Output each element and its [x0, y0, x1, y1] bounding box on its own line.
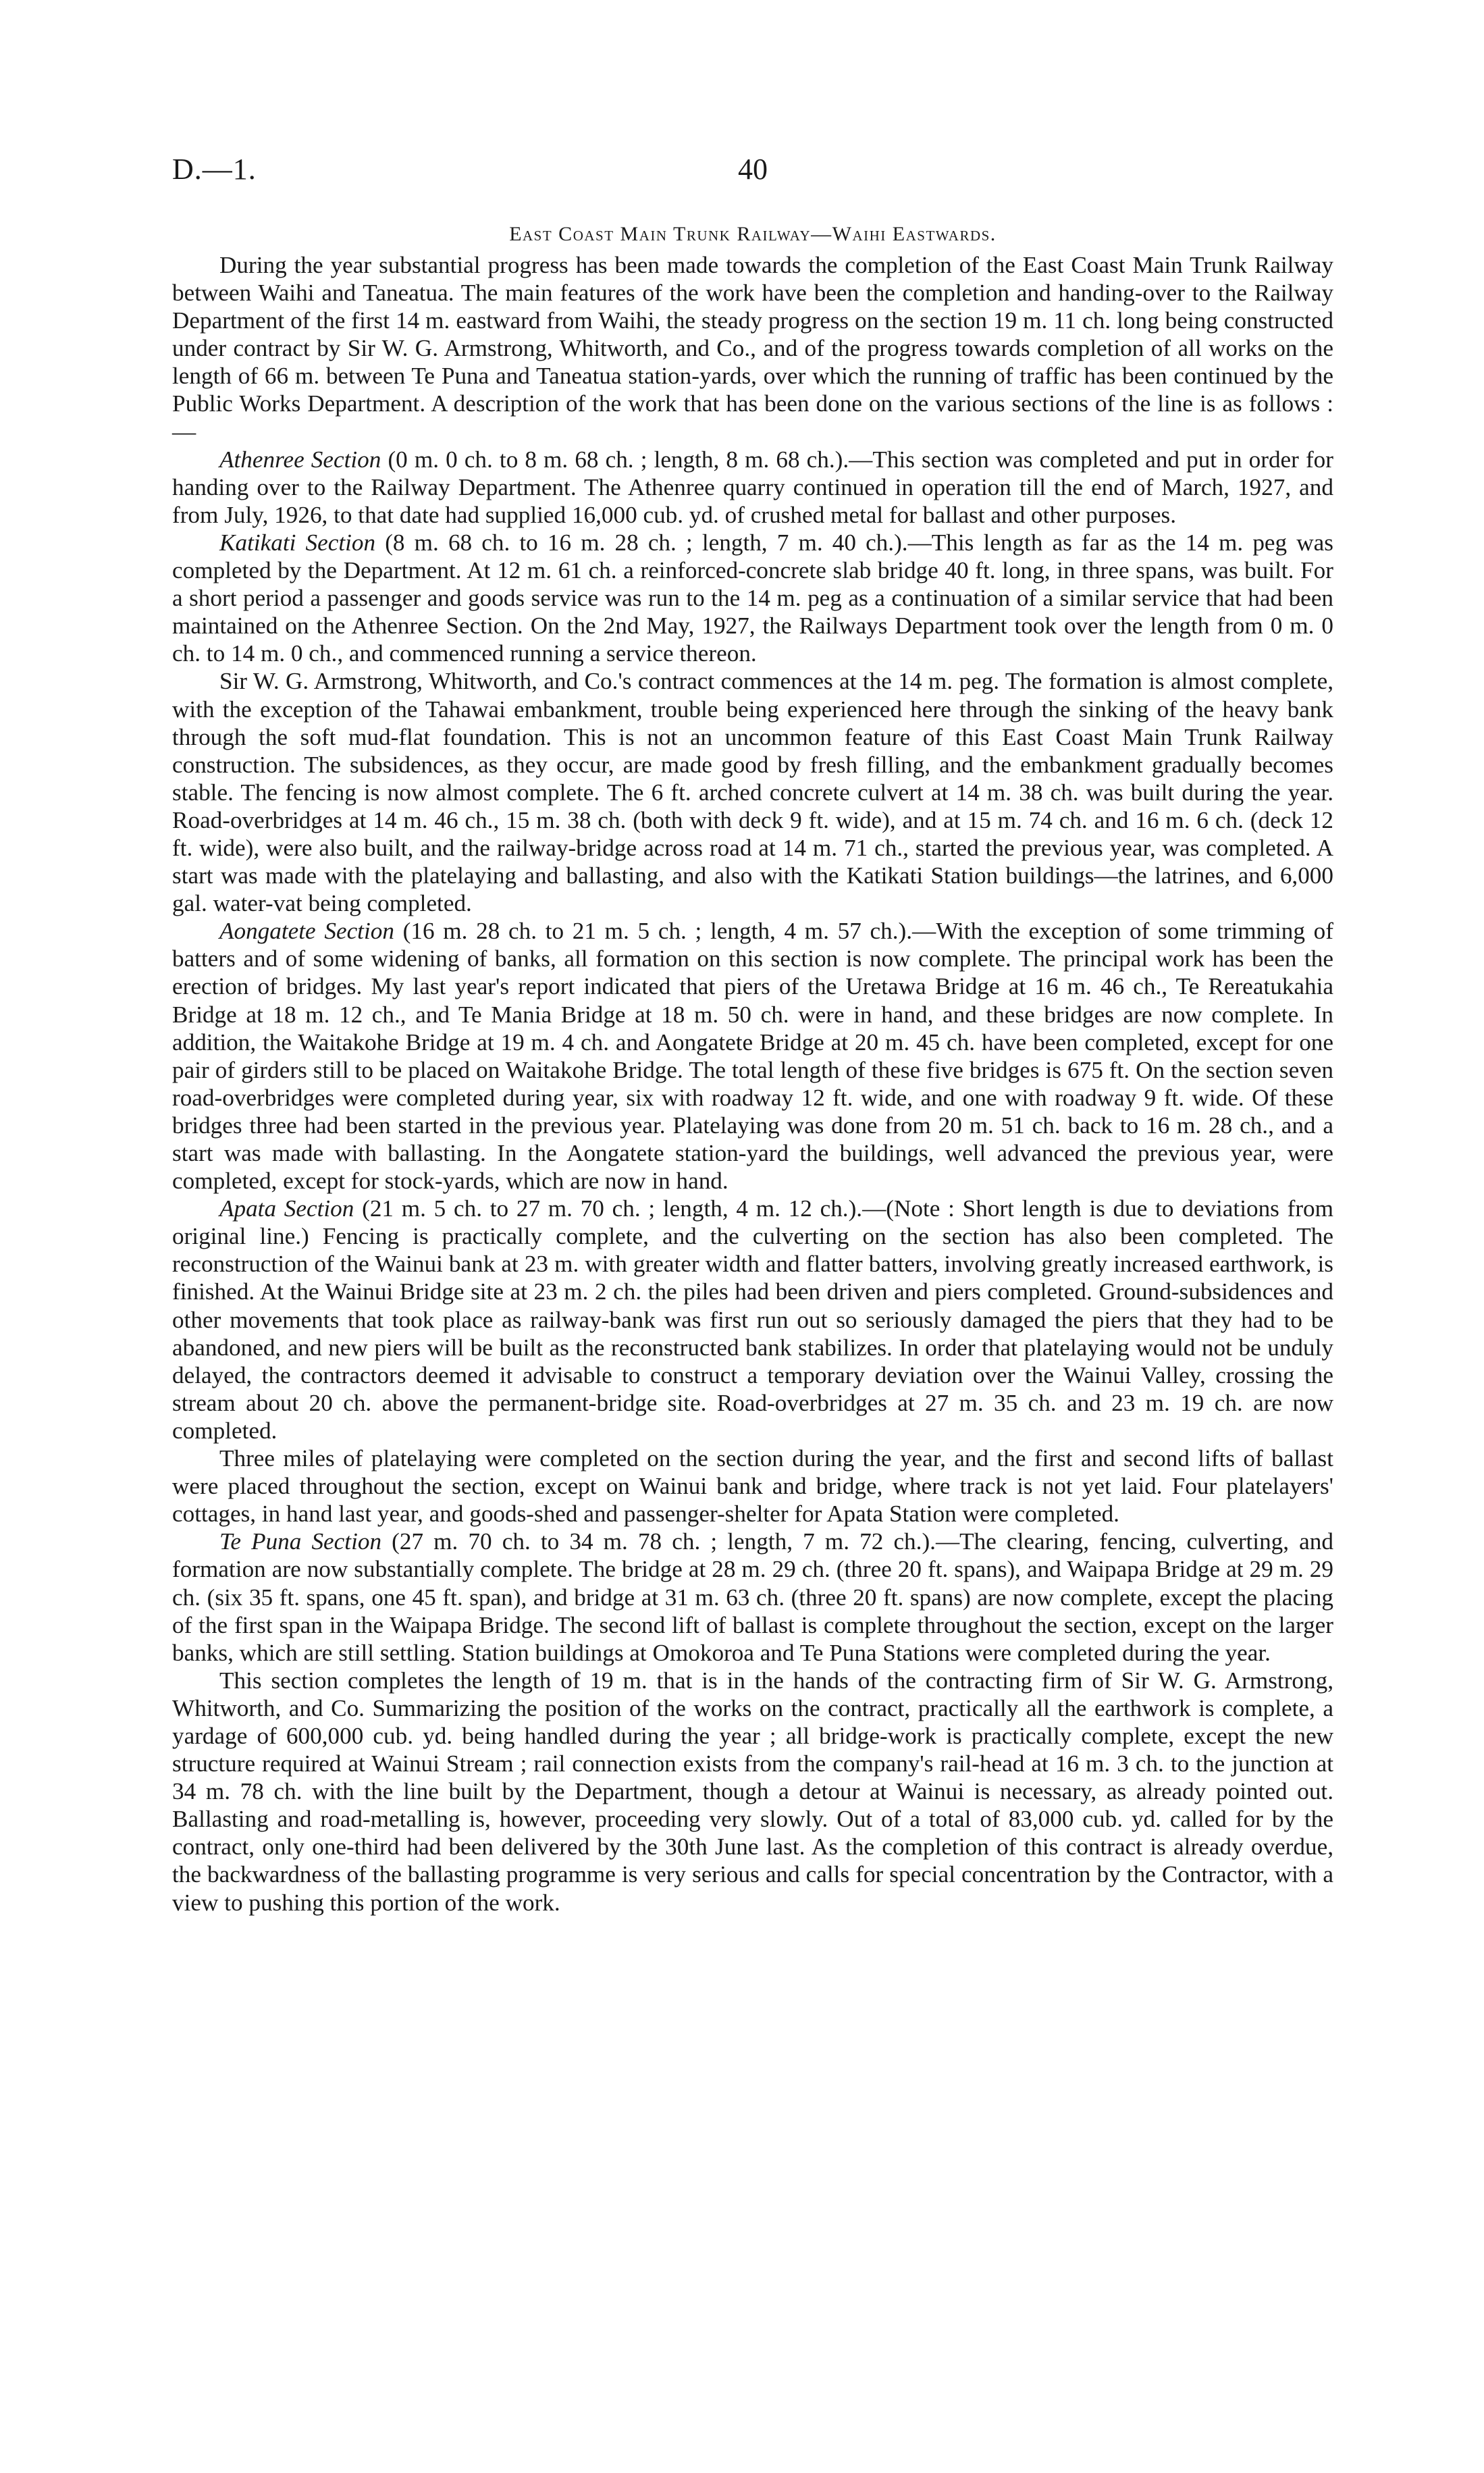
paragraph-text: (27 m. 70 ch. to 34 m. 78 ch. ; length, 7 m. 72 ch.).—The clearing, fencing, culverting, and formation are now substantially complete. The bridge at 28 m. 29 ch. (three 20 ft. spans), and Waipapa Bridge at 29 m. 29 ch. (six 35 ft. spans, one 45 ft. span), and bridge at 31 m. 63 ch. (three 20 ft. spans) are now complete, except the placing of the first span in the Waipapa Bridge. The second lift of ballast is complete throughout the section, except on the larger banks, which are still settling. Station buildings at Omokoroa and Te Puna Stations were completed during the year.: [172, 1528, 1333, 1666]
paragraph-contract-summary: [172, 1667, 1333, 1917]
section-heading: Katikati Section: [219, 529, 376, 556]
paragraph-text: (8 m. 68 ch. to 16 m. 28 ch. ; length, 7 m. 40 ch.).—This length as far as the 14 m. peg was completed by the Department. At 12 m. 61 ch. a reinforced-concrete slab bridge 40 ft. long, in three spans, was built. For a short period a passenger and goods service was run to the 14 m. peg as a continuation of a similar service that had been maintained on the Athenree Section. On the 2nd May, 1927, the Railways Department took over the length from 0 m. 0 ch. to 14 m. 0 ch., and commenced running a service thereon.: [172, 529, 1333, 667]
document-code: D.—1.: [172, 153, 257, 186]
paragraph-text: This section completes the length of 19 m. that is in the hands of the contracting firm of Sir W. G. Armstrong, Whitworth, and Co. Summarizing the position of the works on the contract, practically all the earthwork is complete, a yardage of 600,000 cub. yd. being handled during the year ; all bridge-work is practically complete, except the new structure required at Wainui Stream ; rail connection exists from the company's rail-head at 16 m. 3 ch. to the junction at 34 m. 78 ch. with the line built by the Department, though a detour at Wainui is necessary, as already pointed out. Ballasting and road-metalling is, however, proceeding very slowly. Out of a total of 83,000 cub. yd. called for by the contract, only one-third had been delivered by the 30th June last. As the completion of this contract is already overdue, the backwardness of the ballasting programme is very serious and calls for special concentration by the Contractor, with a view to pushing this portion of the work.: [172, 1667, 1333, 1916]
paragraph-text: (21 m. 5 ch. to 27 m. 70 ch. ; length, 4 m. 12 ch.).—(Note : Short length is due to deviations from original line.) Fencing is practically complete, and the culverting on the section has also been completed. The reconstruction of the Wainui bank at 23 m. with greater width and flatter batters, involving greatly increased earthwork, is finished. At the Wainui Bridge site at 23 m. 2 ch. the piles had been driven and piers completed. Ground-subsidences and other movements that took place as railway-bank was first run out so seriously damaged the piers that they had to be abandoned, and new piers will be built as the reconstructed bank stabilizes. In order that platelaying would not be unduly delayed, the contractors deemed it advisable to construct a temporary deviation over the Wainui Valley, crossing the stream about 20 ch. above the permanent-bridge site. Road-overbridges at 27 m. 35 ch. and 23 m. 19 ch. are now completed.: [172, 1195, 1333, 1444]
section-heading: Aongatete Section: [219, 918, 394, 945]
paragraph-aongatete-section: [172, 917, 1333, 1195]
paragraph-text: (16 m. 28 ch. to 21 m. 5 ch. ; length, 4 m. 57 ch.).—With the exception of some trimming of batters and of some widening of banks, all formation on this section is now complete. The principal work has been the erection of bridges. My last year's report indicated that piers of the Uretawa Bridge at 16 m. 46 ch., Te Rereatukahia Bridge at 18 m. 12 ch., and Te Mania Bridge at 18 m. 50 ch. were in hand, and these bridges are now complete. In addition, the Waitakohe Bridge at 19 m. 4 ch. and Aongatete Bridge at 20 m. 45 ch. have been completed, except for one pair of girders still to be placed on Waitakohe Bridge. The total length of these five bridges is 675 ft. On the section seven road-overbridges were completed during year, six with roadway 12 ft. wide, and one with roadway 9 ft. wide. Of these bridges three had been started in the previous year. Platelaying was done from 20 m. 51 ch. back to 16 m. 28 ch., and a start was made with ballasting. In the Aongatete station-yard the buildings, well advanced the previous year, were completed, except for stock-yards, which are now in hand.: [172, 918, 1333, 1195]
paragraph-text: During the year substantial progress has been made towards the completion of the East Coast Main Trunk Railway between Waihi and Taneatua. The main features of the work have been the completion and handing-over to the Railway Department of the first 14 m. eastward from Waihi, the steady progress on the section 19 m. 11 ch. long being constructed under contract by Sir W. G. Armstrong, Whitworth, and Co., and of the progress towards completion of all works on the length of 66 m. between Te Puna and Taneatua station-yards, over which the running of traffic has been continued by the Public Works Department. A description of the work that has been done on the various sections of the line is as follows :—: [172, 252, 1333, 445]
article-body: [172, 251, 1333, 1917]
section-heading: Te Puna Section: [219, 1528, 382, 1555]
paragraph-athenree-section: [172, 446, 1333, 529]
paragraph-platelaying: [172, 1444, 1333, 1528]
paragraph-intro: [172, 251, 1333, 446]
paragraph-armstrong-contract: [172, 667, 1333, 917]
paragraph-apata-section: [172, 1195, 1333, 1444]
section-title: East Coast Main Trunk Railway—Waihi Eastwards.: [509, 223, 997, 245]
paragraph-te-puna-section: [172, 1528, 1333, 1666]
paragraph-text: Sir W. G. Armstrong, Whitworth, and Co.'s contract commences at the 14 m. peg. The formation is almost complete, with the exception of the Tahawai embankment, trouble being experienced here through the sinking of the heavy bank through the soft mud-flat foundation. This is not an uncommon feature of this East Coast Main Trunk Railway construction. The subsidences, as they occur, are made good by fresh filling, and the embankment gradually becomes stable. The fencing is now almost complete. The 6 ft. arched concrete culvert at 14 m. 38 ch. was built during the year. Road-overbridges at 14 m. 46 ch., 15 m. 38 ch. (both with deck 9 ft. wide), and at 15 m. 74 ch. and 16 m. 6 ch. (deck 12 ft. wide), were also built, and the railway-bridge across road at 14 m. 71 ch., started the previous year, was completed. A start was made with the platelaying and ballasting, and also with the Katikati Station buildings—the latrines, and 6,000 gal. water-vat being completed.: [172, 668, 1333, 917]
section-heading: Apata Section: [219, 1195, 354, 1222]
page-number: 40: [738, 153, 768, 186]
paragraph-text: Three miles of platelaying were completed on the section during the year, and the first and second lifts of ballast were placed throughout the section, except on Wainui bank and bridge, where track is not yet laid. Four platelayers' cottages, in hand last year, and goods-shed and passenger-shelter for Apata Station were completed.: [172, 1445, 1333, 1528]
page-header: [172, 152, 1333, 199]
paragraph-text: (0 m. 0 ch. to 8 m. 68 ch. ; length, 8 m. 68 ch.).—This section was completed and put in order for handing over to the Railway Department. The Athenree quarry continued in operation till the end of March, 1927, and from July, 1926, to that date had supplied 16,000 cub. yd. of crushed metal for ballast and other purposes.: [172, 446, 1333, 528]
section-heading: Athenree Section: [219, 446, 381, 473]
paragraph-katikati-section: [172, 529, 1333, 667]
